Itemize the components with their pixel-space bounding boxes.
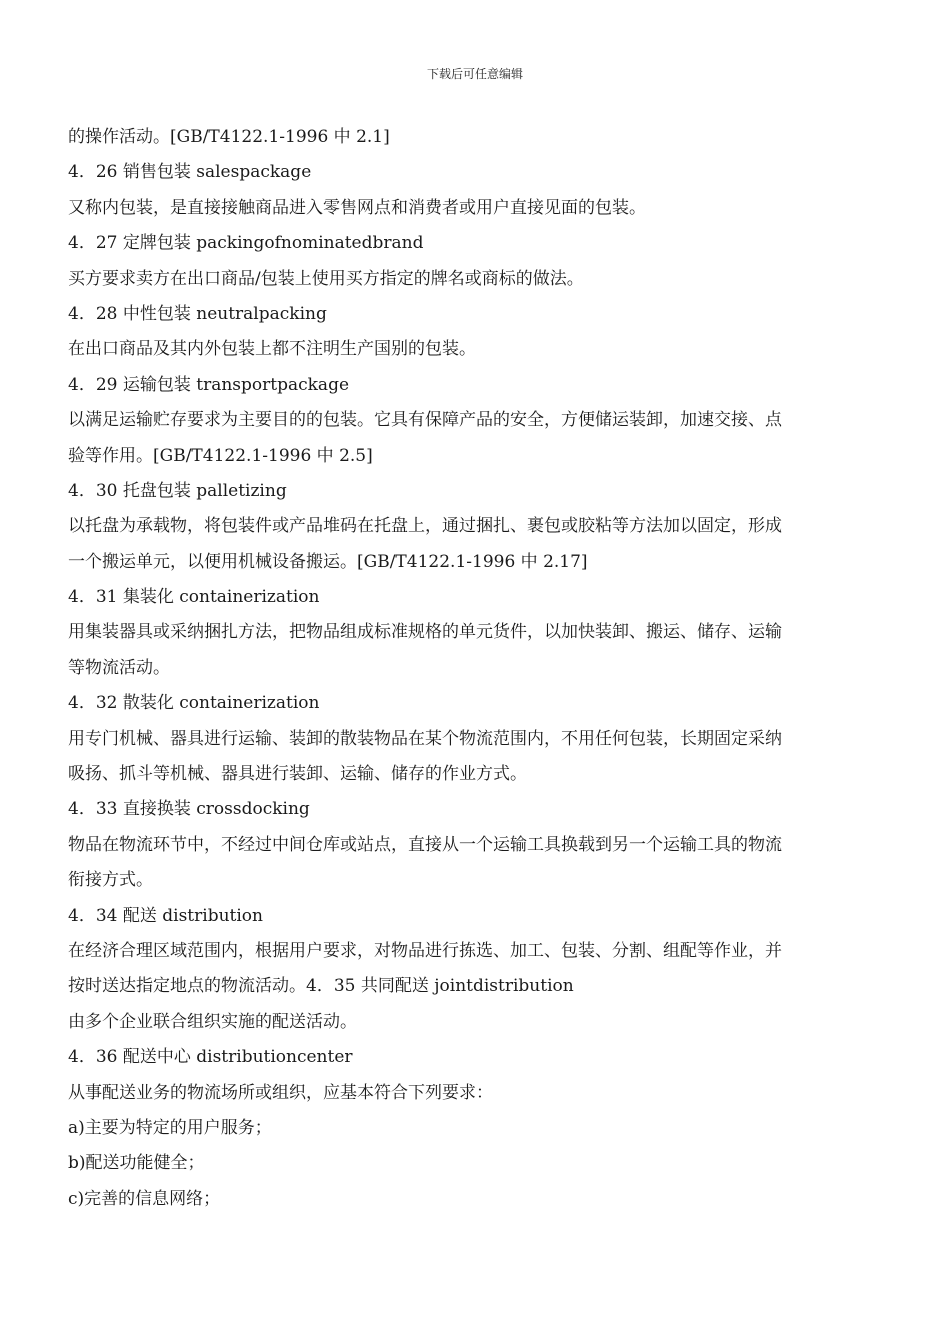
page-header: 下载后可任意编辑: [426, 67, 523, 81]
term-heading: 4．26 销售包装 salespackage: [68, 162, 312, 183]
list-item: c)完善的信息网络；: [68, 1188, 221, 1209]
term-heading: 4．27 定牌包装 packingofnominatedbrand: [68, 233, 424, 254]
term-heading: 4．36 配送中心 distributioncenter: [68, 1047, 353, 1068]
list-item: b)配送功能健全；: [68, 1153, 205, 1174]
term-heading: 4．34 配送 distribution: [68, 905, 263, 926]
text-line: 吸扬、抓斗等机械、器具进行装卸、运输、储存的作业方式。: [68, 764, 527, 785]
text-line: 的操作活动。[GB/T4122.1-1996 中 2.1]: [68, 127, 390, 147]
text-line: 一个搬运单元，以便用机械设备搬运。[GB/T4122.1-1996 中 2.17]: [68, 551, 588, 572]
text-line: 用专门机械、器具进行运输、装卸的散装物品在某个物流范围内，不用任何包装，长期固定采纳: [68, 728, 782, 749]
text-line: 衔接方式。: [68, 870, 153, 891]
term-heading: 4．29 运输包装 transportpackage: [68, 374, 350, 395]
text-line: 又称内包装，是直接接触商品进入零售网点和消费者或用户直接见面的包装。: [68, 197, 646, 218]
term-heading: 4．31 集装化 containerization: [68, 587, 320, 608]
text-line: 由多个企业联合组织实施的配送活动。: [68, 1011, 357, 1032]
text-line: 买方要求卖方在出口商品/包装上使用买方指定的牌名或商标的做法。: [68, 268, 584, 289]
text-line: 验等作用。[GB/T4122.1-1996 中 2.5]: [68, 445, 373, 466]
document-body: [68, 120, 876, 1217]
text-line: 从事配送业务的物流场所或组织，应基本符合下列要求：: [68, 1082, 493, 1103]
list-item: a)主要为特定的用户服务；: [68, 1117, 272, 1138]
text-line: 按时送达指定地点的物流活动。4．35 共同配送 jointdistribution: [68, 976, 574, 997]
text-line: 在经济合理区域范围内，根据用户要求，对物品进行拣选、加工、包装、分割、组配等作业，并: [68, 940, 782, 961]
term-heading: 4．30 托盘包装 palletizing: [68, 480, 287, 501]
term-heading: 4．28 中性包装 neutralpacking: [68, 303, 327, 324]
text-line: 等物流活动。: [68, 657, 170, 678]
text-line: 用集装器具或采纳捆扎方法，把物品组成标准规格的单元货件，以加快装卸、搬运、储存、运输: [68, 622, 782, 643]
term-heading: 4．33 直接换装 crossdocking: [68, 799, 310, 820]
text-line: 在出口商品及其内外包装上都不注明生产国别的包装。: [68, 339, 476, 360]
term-heading: 4．32 散装化 containerization: [68, 693, 320, 714]
text-line: 以满足运输贮存要求为主要目的的包装。它具有保障产品的安全，方便储运装卸，加速交接、点: [68, 410, 782, 431]
text-line: 以托盘为承载物，将包装件或产品堆码在托盘上，通过捆扎、裹包或胶粘等方法加以固定，形成: [68, 516, 782, 537]
text-line: 物品在物流环节中，不经过中间仓库或站点，直接从一个运输工具换载到另一个运输工具的物流: [68, 834, 782, 855]
